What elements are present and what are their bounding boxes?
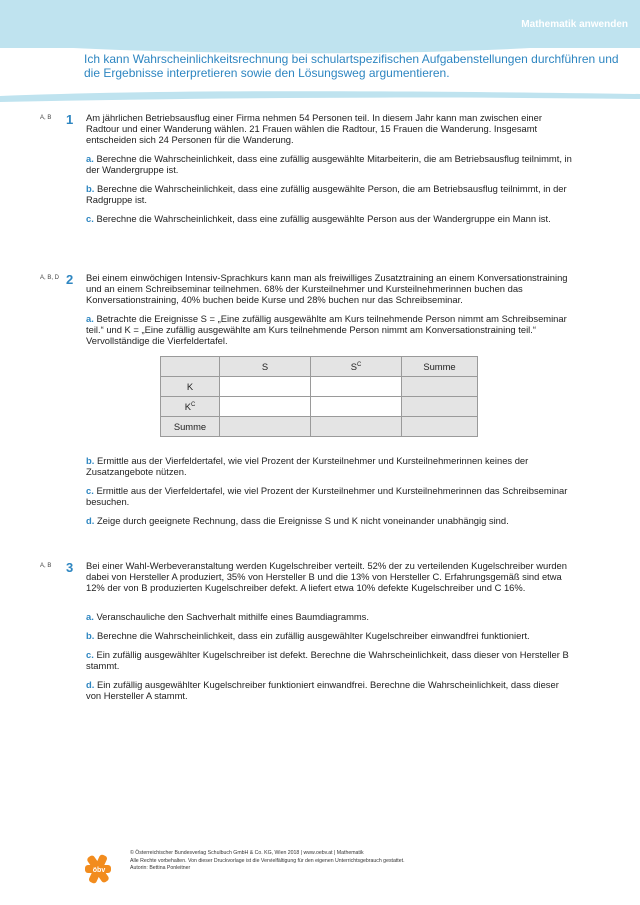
table-cell-input[interactable] bbox=[220, 397, 311, 417]
table-cell-input[interactable] bbox=[311, 377, 402, 397]
table-cell-sum[interactable] bbox=[402, 377, 478, 397]
subtask-text: Veranschauliche den Sachverhalt mithilfe eines Baumdiagramms. bbox=[96, 611, 369, 622]
task-2-subtask-d bbox=[86, 515, 576, 526]
subtask-text: Ein zufällig ausgewählter Kugelschreiber ist defekt. Berechne die Wahrscheinlichkeit, dass dieser von Hersteller B stammt. bbox=[86, 649, 569, 671]
task-1-subtask-a bbox=[86, 153, 576, 175]
task-1-number: 1 bbox=[66, 112, 74, 127]
header-title: Mathematik anwenden bbox=[521, 19, 628, 30]
subtask-text: Berechne die Wahrscheinlichkeit, dass ein zufällig ausgewählter Kugelschreiber einwandfrei funktioniert. bbox=[96, 630, 530, 641]
table-cell-input[interactable] bbox=[311, 397, 402, 417]
task-3-body bbox=[86, 560, 576, 709]
subtask-letter: a. bbox=[86, 313, 94, 324]
row-kc-sup: C bbox=[190, 402, 196, 409]
task-2-subtask-a bbox=[86, 313, 576, 346]
task-1-competence: A, B bbox=[40, 115, 52, 121]
task-1-subtask-b bbox=[86, 183, 576, 205]
table-corner bbox=[161, 357, 220, 377]
subtask-letter: b. bbox=[86, 183, 95, 194]
task-2-number: 2 bbox=[66, 272, 74, 287]
task-2-subtask-c bbox=[86, 485, 576, 507]
header-sc-label: S bbox=[350, 361, 357, 373]
subtask-letter: a. bbox=[86, 153, 94, 164]
subtask-letter: c. bbox=[86, 213, 94, 224]
subtask-letter: c. bbox=[86, 649, 94, 660]
table-row-sum: Summe bbox=[161, 417, 220, 437]
logo-text: öbv bbox=[92, 867, 106, 874]
subtask-text: Zeige durch geeignete Rechnung, dass die Ereignisse S und K nicht voneinander unabhängig sind. bbox=[96, 515, 509, 526]
task-2-text: Bei einem einwöchigen Intensiv-Sprachkurs kann man als freiwilliges Zusatztraining an einem Konversationstraining und an einem Schreibseminar teilnehmen. 68% der Kursteilnehmer und Kursteilnehmerinnen buchen das Konversationstraining, 40% buchen beide Kurse und 28% buchen nur das Schreibseminar. bbox=[86, 272, 568, 305]
subtask-letter: d. bbox=[86, 679, 95, 690]
intro-statement: Ich kann Wahrscheinlichkeitsrechnung bei schulartspezifischen Aufgabenstellungen durchführen und die Ergebnisse interpretieren sowie den Lösungsweg argumentieren. bbox=[84, 52, 619, 80]
subtask-text: Berechne die Wahrscheinlichkeit, dass eine zufällig ausgewählte Person, die am Betriebsausflug teilnimmt, in der Radgruppe ist. bbox=[86, 183, 567, 205]
row-kc-label: K bbox=[184, 401, 191, 413]
task-1-subtask-c bbox=[86, 213, 576, 224]
task-3-competence: A, B bbox=[40, 563, 52, 569]
task-2-competence: A, B, D bbox=[40, 275, 60, 281]
task-3-number: 3 bbox=[66, 560, 74, 575]
subtask-text: Betrachte die Ereignisse S = „Eine zufällig ausgewählte am Kurs teilnehmende Person nimmt am Schreibseminar teil.“ und K = „Eine zufällig ausgewählte am Kurs teilnehmende Person nimmt am Konversationstraining teil.“ Vervollständige die Vierfeldertafel. bbox=[86, 313, 567, 346]
subtask-letter: b. bbox=[86, 455, 95, 466]
task-2-body bbox=[86, 272, 576, 534]
table-cell-sum[interactable] bbox=[311, 417, 402, 437]
task-3-subtask-b bbox=[86, 630, 576, 641]
subtask-letter: b. bbox=[86, 630, 95, 641]
footer-text bbox=[130, 850, 570, 873]
footer-author: Autorin: Bettina Ponleitner bbox=[130, 865, 191, 871]
subtask-text: Ermittle aus der Vierfeldertafel, wie viel Prozent der Kursteilnehmer und Kursteilnehmerinnen keines der Zusatzangebote nützen. bbox=[86, 455, 529, 477]
subtask-letter: c. bbox=[86, 485, 94, 496]
footer-copyright: © Österreichischer Bundesverlag Schulbuch GmbH & Co. KG, Wien 2018 | www.oebv.at | Mathematik bbox=[130, 850, 364, 856]
vierfeldertafel bbox=[160, 356, 478, 437]
table-cell-sum[interactable] bbox=[402, 397, 478, 417]
task-3-subtask-d bbox=[86, 679, 576, 701]
table-cell-input[interactable] bbox=[220, 377, 311, 397]
table-header-sc bbox=[311, 357, 402, 377]
table-header-s: S bbox=[220, 357, 311, 377]
subtask-text: Ermittle aus der Vierfeldertafel, wie viel Prozent der Kursteilnehmer und Kursteilnehmerinnen das Schreibseminar besuchen. bbox=[86, 485, 568, 507]
subtask-letter: d. bbox=[86, 515, 95, 526]
footer-rights: Alle Rechte vorbehalten. Von dieser Druckvorlage ist die Vervielfältigung für den eigenen Unterrichtsgebrauch gestattet. bbox=[130, 857, 405, 864]
task-1-body bbox=[86, 112, 576, 232]
table-header-sum: Summe bbox=[402, 357, 478, 377]
subtask-text: Berechne die Wahrscheinlichkeit, dass eine zufällig ausgewählte Person aus der Wandergruppe ein Mann ist. bbox=[96, 213, 551, 224]
header-sc-sup: C bbox=[356, 362, 362, 369]
table-row-kc bbox=[161, 397, 220, 417]
subtask-text: Ein zufällig ausgewählter Kugelschreiber funktioniert einwandfrei. Berechne die Wahrscheinlichkeit, dass dieser von Hersteller A stammt. bbox=[86, 679, 559, 701]
table-cell-total[interactable] bbox=[402, 417, 478, 437]
table-cell-sum[interactable] bbox=[220, 417, 311, 437]
subtask-text: Berechne die Wahrscheinlichkeit, dass eine zufällig ausgewählte Mitarbeiterin, die am Betriebsausflug teilnimmt, in der Wandergruppe ist. bbox=[86, 153, 572, 175]
task-3-text: Bei einer Wahl-Werbeveranstaltung werden Kugelschreiber verteilt. 52% der zu verteilenden Kugelschreiber wurden dabei von Hersteller A produziert, 35% von Hersteller B und die 13% von Hersteller C. Erfahrungsgemäß sind etwa 12% der von B produzierten Kugelschreiber defekt. A liefert etwa 10% defekte Kugelschreiber und C 16%. bbox=[86, 560, 567, 593]
task-3-subtask-c bbox=[86, 649, 576, 671]
divider-band bbox=[0, 88, 640, 106]
oebv-logo-icon bbox=[82, 854, 116, 884]
subtask-letter: a. bbox=[86, 611, 94, 622]
table-row-k: K bbox=[161, 377, 220, 397]
task-2-subtask-b bbox=[86, 455, 576, 477]
task-3-subtask-a bbox=[86, 611, 576, 622]
task-1-text: Am jährlichen Betriebsausflug einer Firma nehmen 54 Personen teil. In diesem Jahr kann man zwischen einer Radtour und einer Wanderung wählen. 21 Frauen wählen die Radtour, 15 Frauen die Wanderung. Insgesamt entscheiden sich 24 Personen für die Wanderung. bbox=[86, 112, 542, 145]
